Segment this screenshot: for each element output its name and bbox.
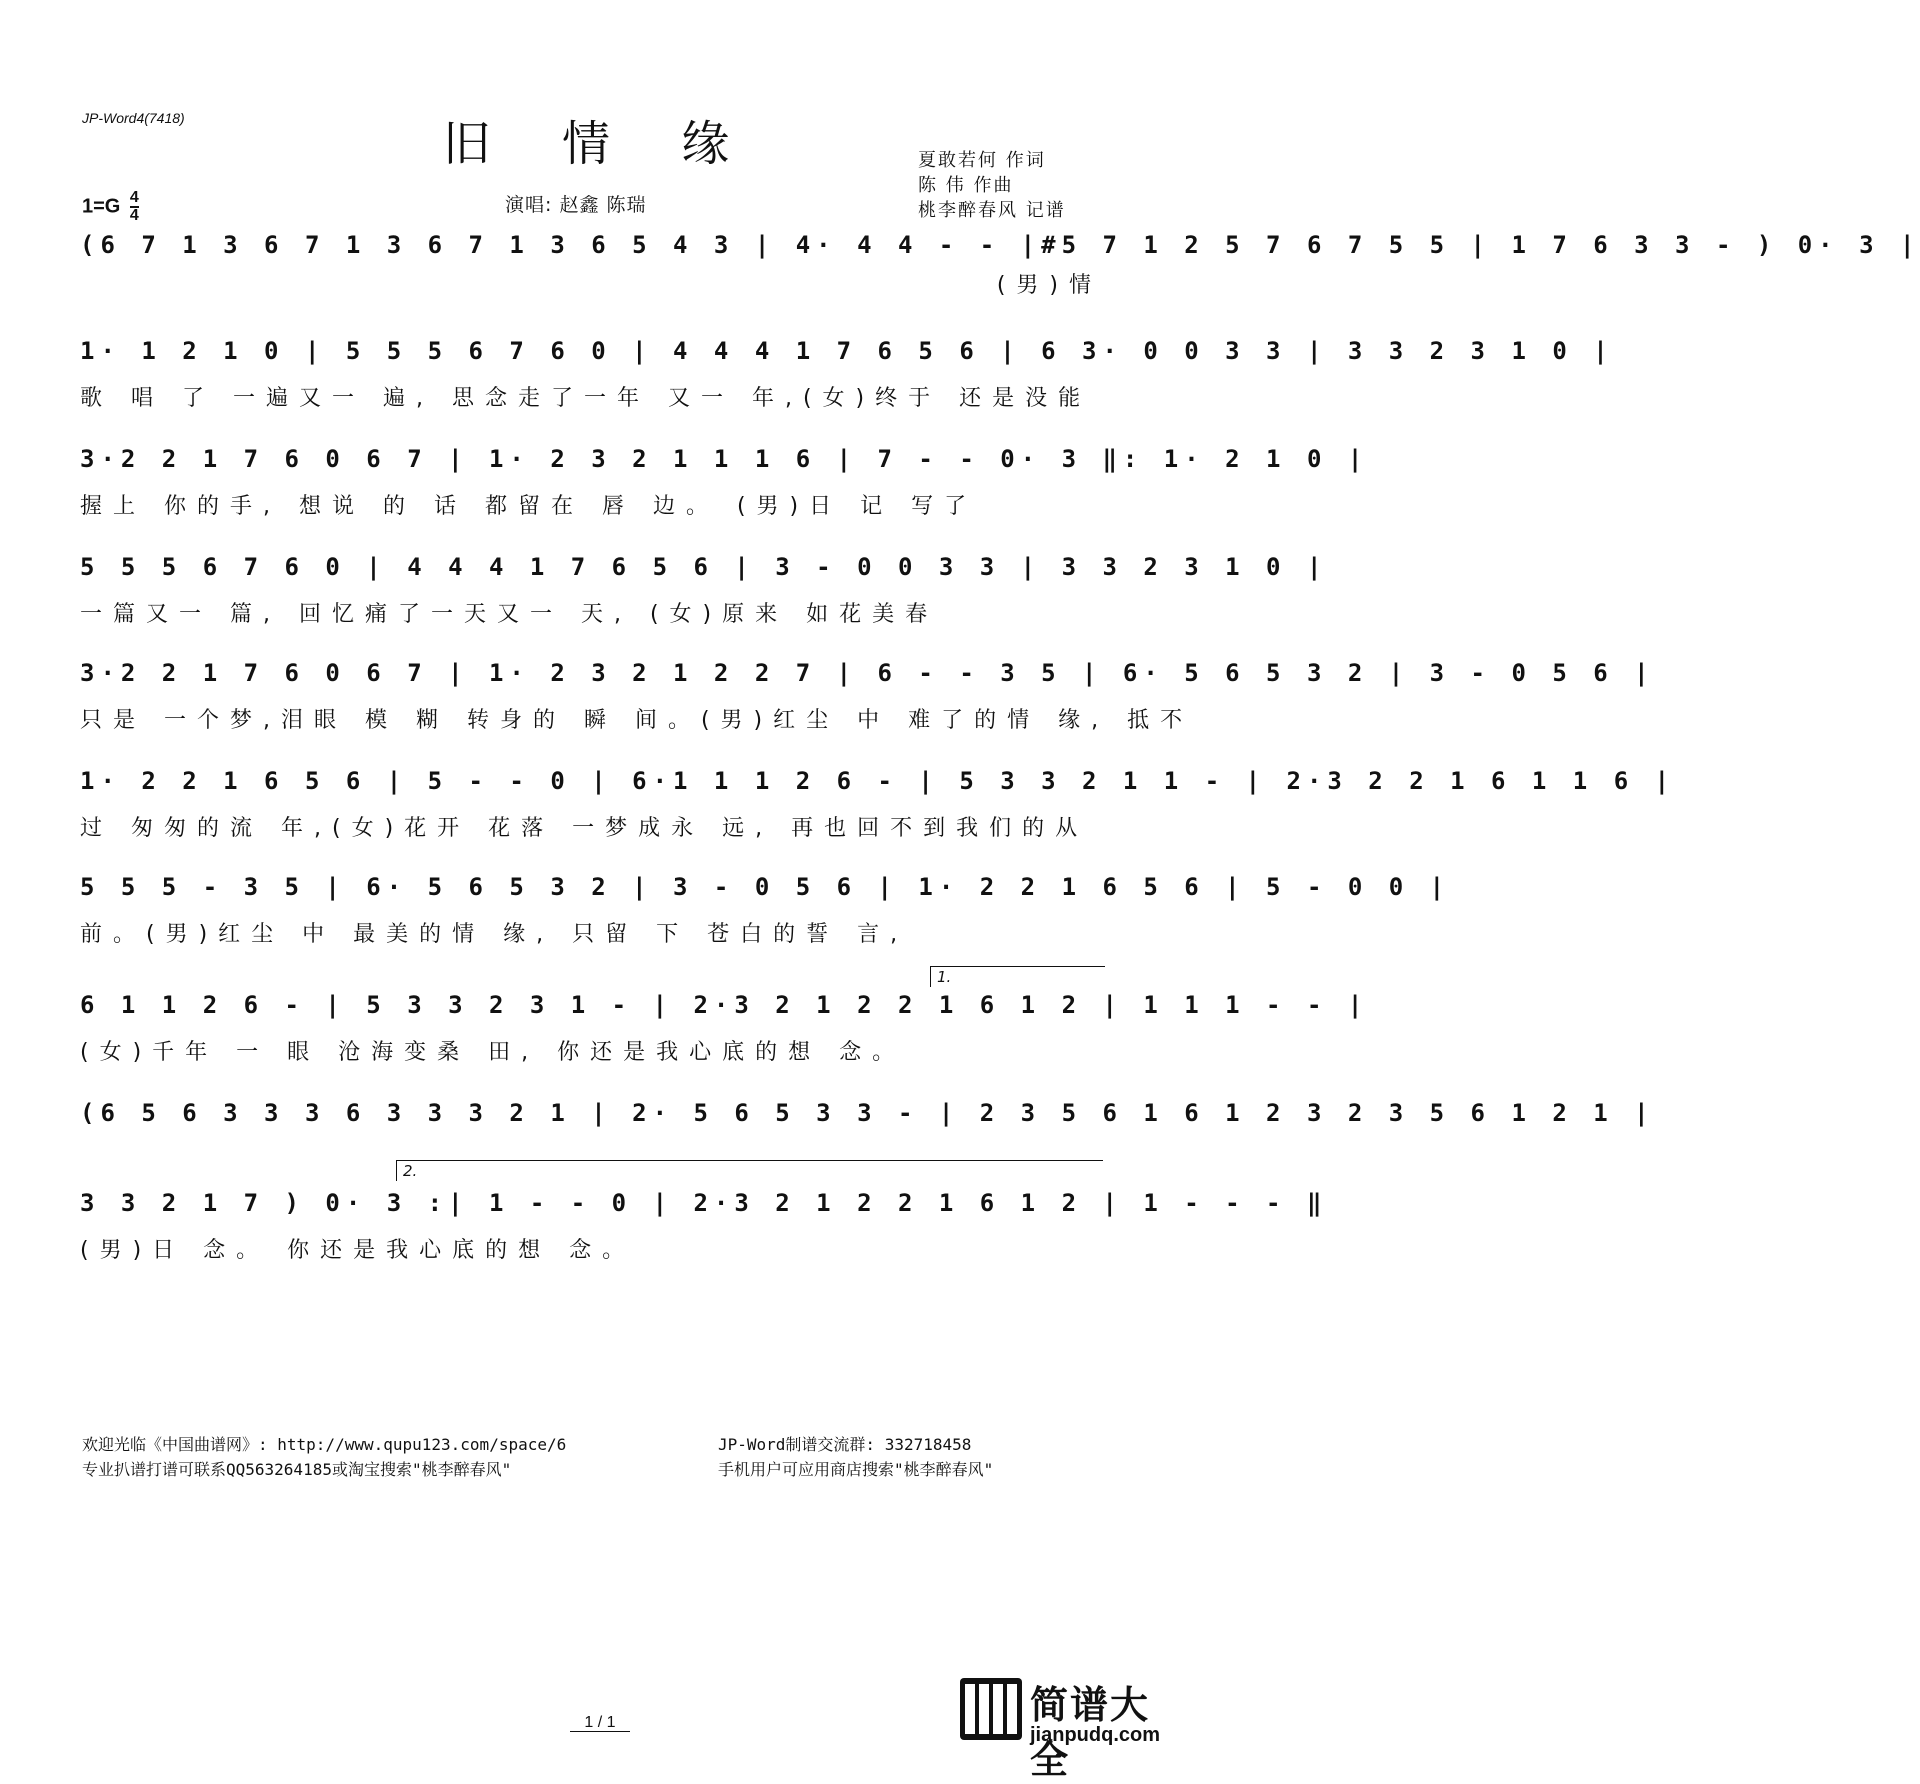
notation-line: 3·2 2 1 7 6 0 6 7 | 1· 2 3 2 1 1 1 6 | 7 - - 0· 3 ‖: 1· 2 1 0 | [80,445,1369,473]
lyric-line: (女)千年 一 眼 沧海变桑 田, 你还是我心底的想 念。 [80,1040,906,1065]
score-row [80,542,1328,632]
lyric-line: 歌 唱 了 一遍又一 遍, 思念走了一年 又一 年,(女)终于 还是没能 [80,386,1092,411]
key-signature [82,190,139,224]
notation-line: 5 5 5 6 7 6 0 | 4 4 4 1 7 6 5 6 | 3 - 0 0 3 3 | 3 3 2 3 1 0 | [80,553,1328,581]
notation-line: (6 7 1 3 6 7 1 3 6 7 1 3 6 5 4 3 | 4· 4 4 - - |#5 7 1 2 5 7 6 7 5 5 | 1 7 6 3 3 - ) 0· 3 | [80,231,1920,259]
time-signature [130,190,139,224]
lyric-line: 一篇又一 篇, 回忆痛了一天又一 天, (女)原来 如花美春 [80,602,939,627]
score-row [80,1178,1328,1268]
notation-line: 6 1 1 2 6 - | 5 3 3 2 3 1 - | 2·3 2 1 2 2 1 6 1 2 | 1 1 1 - - | [80,991,1369,1019]
singers: 演唱: 赵鑫 陈瑞 [505,194,647,216]
volta-first-ending: 1. [930,966,1105,987]
software-version: JP-Word4(7418) [82,110,185,126]
footer-right [718,1432,993,1482]
key-label: 1=G [82,195,121,218]
lyric-line: (男)日 念。 你还是我心底的想 念。 [80,1238,636,1263]
score-row [80,862,1451,952]
credits [918,148,1066,223]
lyricist: 夏敢若何 作词 [918,150,1046,171]
notation-line: 1· 2 2 1 6 5 6 | 5 - - 0 | 6·1 1 1 2 6 - | 5 3 3 2 1 1 - | 2·3 2 2 1 6 1 1 6 | [80,767,1676,795]
notation-line: (6 5 6 3 3 3 6 3 3 3 2 1 | 2· 5 6 5 3 3 - | 2 3 5 6 1 6 1 2 3 2 3 5 6 1 2 1 | [80,1099,1655,1127]
notation-line: 3·2 2 1 7 6 0 6 7 | 1· 2 3 2 1 2 2 7 | 6 - - 3 5 | 6· 5 6 5 3 2 | 3 - 0 5 6 | [80,659,1655,687]
song-title: 旧 情 缘 [442,116,758,172]
lyric-line: 握上 你的手, 想说 的 话 都留在 唇 边。 (男)日 记 写了 [80,494,978,519]
notation-line: 3 3 2 1 7 ) 0· 3 :| 1 - - 0 | 2·3 2 1 2 2 1 6 1 2 | 1 - - - ‖ [80,1189,1328,1217]
time-sig-top: 4 [129,189,139,206]
page-number-text: 1 / 1 [570,1714,629,1732]
time-sig-bottom: 4 [129,207,139,224]
logo-url: jianpudq.com [1030,1724,1160,1746]
footer-contact: 专业扒谱打谱可联系QQ563264185或淘宝搜索"桃李醉春风" [82,1460,512,1479]
score-row [80,648,1655,738]
footer-website: 欢迎光临《中国曲谱网》: http://www.qupu123.com/space/6 [82,1435,567,1454]
transcriber: 桃李醉春风 记谱 [918,200,1066,221]
piano-icon [960,1678,1022,1740]
score-row [80,220,1920,310]
footer-left [82,1432,566,1482]
lyric-line: 过 匆匆的流 年,(女)花开 花落 一梦成永 远, 再也回不到我们的从 [80,816,1089,841]
logo-text: 简谱大全 [1030,1683,1151,1782]
notation-line: 1· 1 2 1 0 | 5 5 5 6 7 6 0 | 4 4 4 1 7 6 5 6 | 6 3· 0 0 3 3 | 3 3 2 3 1 0 | [80,337,1614,365]
score-row [80,980,1369,1070]
footer-group: JP-Word制谱交流群: 332718458 [718,1435,972,1454]
score-row [80,756,1676,846]
footer-app: 手机用户可应用商店搜索"桃李醉春风" [718,1460,994,1479]
lyric-line: 前。(男)红尘 中 最美的情 缘, 只留 下 苍白的誓 言, [80,922,909,947]
composer: 陈 伟 作曲 [918,175,1014,196]
score-row [80,434,1369,524]
lyric-line: (男)情 [996,273,1102,298]
volta-second-ending: 2. [396,1160,1103,1181]
lyric-line: 只是 一个梦,泪眼 模 糊 转身的 瞬 间。(男)红尘 中 难了的情 缘, 抵不 [80,708,1194,733]
notation-line: 5 5 5 - 3 5 | 6· 5 6 5 3 2 | 3 - 0 5 6 | 1· 2 2 1 6 5 6 | 5 - 0 0 | [80,873,1451,901]
score-row [80,326,1614,416]
site-logo [960,1672,1185,1782]
